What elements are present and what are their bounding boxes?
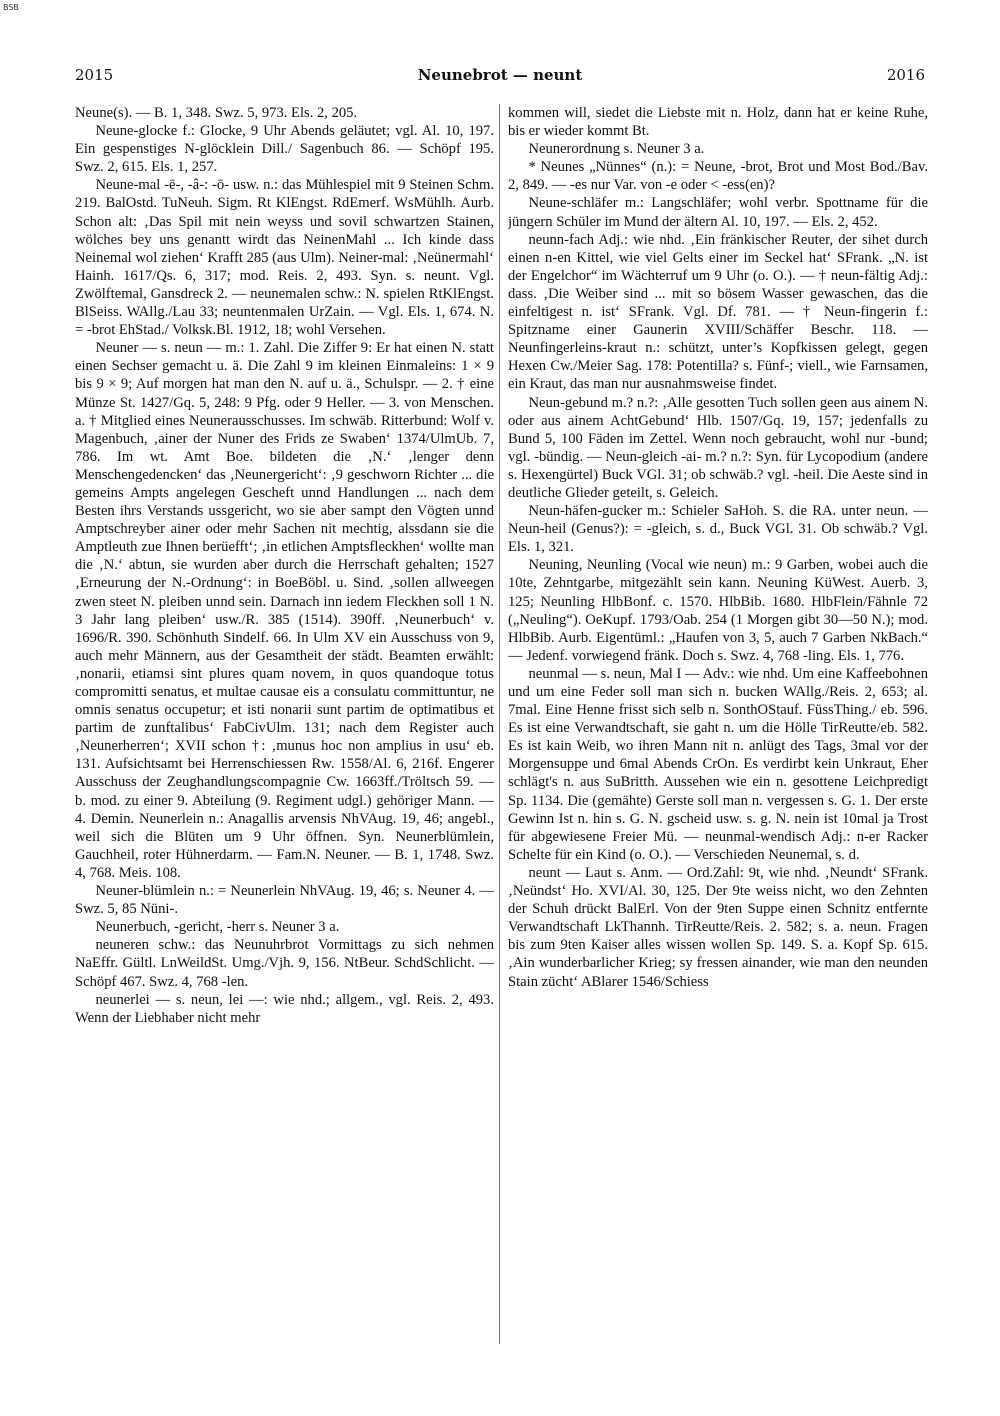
page-header — [75, 66, 925, 88]
entry-neune-mal: Neune-mal -ē-, -â-: -ō- usw. n.: das Mühlespiel mit 9 Steinen Schm. 219. BalOstd. TuNeuh. Sigm. Rt KlEngst. RdEmerf. WsMühlh. Aurb. Schon alt: ‚Das Spil mit nein weyss und sovil schwartzen Stainen, wölches bey uns genantt wirdt das NeinenMahl ... Ich kinde dass Neinemal wol ziehen‘ Krafft 285 (aus Ulm). Neiner-mal: ‚Neünermahl‘ Hainh. 1617/Qs. 6, 317; mod. Reis. 2, 493. Syn. s. neunt. Vgl. Zwölftemal, Gansdreck 2. — neunemalen schw.: N. spielen RtKlEngst. BlSeiss. WAllg./Lau 33; neuntenmalen UrZain. — Vgl. Els. 1, 674. N. = -brot EhStad./ Volksk.Bl. 1912, 18; wohl Versehen. — [75, 177, 494, 339]
entry-neunerbuch: Neunerbuch, -gericht, -herr s. Neuner 3 a. — [95, 919, 340, 936]
entry-neunerlei: neunerlei — s. neun, lei —: wie nhd.; allgem., vgl. Reis. 2, 493. Wenn der Liebhaber nicht mehr — [75, 991, 494, 1026]
running-title: Neunebrot — neunt — [417, 66, 583, 84]
page-number-left: 2015 — [75, 66, 114, 84]
right-column — [508, 104, 928, 1344]
entry-neune-glocke: Neune-glocke f.: Glocke, 9 Uhr Abends geläutet; vgl. Al. 10, 197. Ein gespenstiges N-glöcklein Dill./ Sagenbuch 86. — Schöpf 195. Swz. 2, 615. Els. 1, 257. — [75, 123, 494, 176]
entry-neunfach: neunn-fach Adj.: wie nhd. ‚Ein fränkischer Reuter, der sihet durch einen n-en Kittel, wie viel Gelts einer im Seckel hat‘ SFrank. „N. ist der Engelchor“ im Wächterruf um 9 Uhr (o. O.). — † neun-fältig Adj.: dass. ‚Die Weiber sind ... mit so bösem Wasser gewaschen, das die einfeltigest n. ist‘ SFrank. Vgl. Df. 781. — † Neun-fingerin f.: Spitzname einer Gaunerin XVIII/Schäffer Beschr. 118. — Neunfingerleins-kraut n.: schützt, unter’s Kopfkissen gelegt, gegen Hexen Cw./Meier Sag. 178: Potentilla? s. Fünf-; viell., wie Farnsamen, ein Kraut, das man nur ausnahmsweise findet. — [508, 231, 928, 393]
entry-neuning: Neuning, Neunling (Vocal wie neun) m.: 9 Garben, wobei auch die 10te, Zehntgarbe, mitgezählt sein kann. Neuning KüWest. Auerb. 3, 125; Neunling HlbBonf. c. 1570. HlbBib. 1680. HlbFlein/Fähnle 72 („Neuling“). OeKupf. 1793/Oab. 254 (1 Morgen gibt 30—50 N.); mod. HlbBib. Aurb. Eigentüml.: „Haufen von 3, 5, auch 7 Garben NkBach.“ — Jedenf. vorwiegend fränk. Doch s. Swz. 4, 768 -ling. Els. 1, 776. — [508, 557, 928, 664]
entry-neunes-nuennes: * Neunes „Nünnes“ (n.): = Neune, -brot, Brot und Most Bod./Bav. 2, 849. — -es nur Var. von -e oder < -ess(en)? — [508, 159, 928, 194]
column-divider — [499, 104, 500, 1344]
entry-neuner: Neuner — s. neun — m.: 1. Zahl. Die Ziffer 9: Er hat einen N. statt einen Sechser gemacht u. ä. Die Zahl 9 im kleinen Einmaleins: 1 × 9 bis 9 × 9; Auf morgen hat man den N. auf u. ä., Schulspr. — 2. † eine Münze St. 1427/Gq. 5, 248: 9 Pfg. oder 9 Heller. — 3. von Menschen. a. † Mitglied eines Neunerausschusses. Im schwäb. Ritterbund: Wolf v. Magenbuch, ‚ainer der Nuner des Frids ze Swaben‘ 1374/UlmUb. 7, 786. Im wt. Amt Boe. bildeten die ‚N.‘ ‚lenger denn Menschengedencken‘ das ‚Neunergericht‘: ‚9 geschworn Richter ... die gemeins Ampts angelegen Gescheft unnd Handlungen ... nach dem Besten ihrs Verstands ussgericht, wo sie aber sampt den Vögten unnd Amptschreyber ainer oder mehr Sachen nit mechtig, alssdann sie die Amptleuth zue Ihnen berüefft‘; ‚in etlichen Amptsfleckhen‘ wollte man die ‚N.‘ abtun, sie wurden aber durch die Herrschaft gehalten; 1527 ‚Erneurung der N.-Ordnung‘: in BoeBöbl. u. Sind. ‚sollen allweegen zwen steet N. pleiben unnd sein. Darnach inn iedem Fleckhen soll 1 N. 3 Jahr lang pleiben‘ usw./R. 385 (1514). 390ff. ‚Neunerbuch‘ v. 1696/R. 390. Schönhuth Sindelf. 66. In Ulm XV ein Ausschuss von 9, auch mehr Männern, aus der Gesamtheit der städt. Beamten erwählt: ‚nonarii, etiamsi sint plures quam novem, in quos quandoque totus compromitti senatus, et multae causae eis a consulatu committuntur, ne omnis senatus occupetur; et isti nonarii sunt partim de optimatibus et partim de zunftalibus‘ FabCivUlm. 131; nach dem Register auch ‚Neunerherren‘; XVII schon †: ‚munus hoc non amplius in usu‘ eb. 131. Aufsichtsamt bei Herrenschiessen Rw. 1558/Al. 6, 216f. Engerer Ausschuss der Zeughandlungscompagnie Cw. 1663ff./Tröltsch 59. — b. mod. zu einer 9. Abteilung (9. Regiment udgl.) gehöriger Mann. — 4. Demin. Neunerlein n.: Anagallis arvensis NhVAug. 19, 46; angebl., weil sich die Blüten um 9 Uhr öffnen. Syn. Neunerblümlein, Gauchheil, roter Hühnerdarm. — Fam.N. Neuner. — B. 1, 1748. Swz. 4, 768. Meis. 108. — [75, 340, 494, 881]
entry-neun-gebund: Neun-gebund m.? n.?: ‚Alle gesotten Tuch sollen geen aus ainem N. oder aus ainem AchtGebund‘ Hlb. 1507/Gq. 19, 157; jedenfalls zu Bund 5, 100 Fäden im Zettel. Wenn noch gebraucht, wohl nur -bund; vgl. -bündig. — Neun-gleich -ai- m.? n.?: Syn. für Lycopodium (andere s. Hexengürtel) Buck VGl. 31; ob schwäb.? vgl. -heil. Die Aeste sind in deutliche Glieder geteilt, s. Geleich. — [508, 394, 928, 501]
left-column — [75, 104, 494, 1344]
entry-neunmal: neunmal — s. neun, Mal I — Adv.: wie nhd. Um eine Kaffeebohnen und um eine Feder soll man sich n. bucken WAllg./Reis. 2, 653; al. 7mal. Eine Henne frisst sich selb n. SonthOStauf. FüssThing./ eb. 596. Es ist eine Verwandtschaft, sie gaht n. um die Hölle TirReutte/eb. 582. Es ist kain Weib, wo ihren Mann nit n. anlügt des Tags, 3mal vor der Morgensuppe und 6mal Abends CrOn. Es verdirbt kein Unkraut, Eher schlägt's n. aus SuBritth. Aussehen wie ein n. gesottene Leichpredigt Sp. 1134. Die (gemähte) Gerste soll man n. vergessen s. G. 1. Der erste Gewinn Ist n. hin s. G. N. gscheid usw. s. g. N. nein ist 10mal ja Trost für abgewiesene Freier Mü. — neunmal-wendisch Adj.: n-er Racker Schelte für ein Kind (o. O.). — Verschieden Neunemal, s. d. — [508, 665, 928, 863]
library-mark: BSB — [3, 3, 19, 12]
entry-neuneren: neuneren schw.: das Neunuhrbrot Vormittags zu sich nehmen NaEffr. Gültl. LnWeildSt. Umg./Vjh. 9, 156. NtBeur. SchdSchlicht. — Schöpf 467. Swz. 4, 768 -len. — [75, 937, 494, 990]
entry-neunerordnung: Neunerordnung s. Neuner 3 a. — [528, 141, 705, 158]
entry-neuner-bluemlein: Neuner-blümlein n.: = Neunerlein NhVAug. 19, 46; s. Neuner 4. — Swz. 5, 85 Nüni-. — [75, 883, 494, 918]
entry-neunt: neunt — Laut s. Anm. — Ord.Zahl: 9t, wie nhd. ‚Neundt‘ SFrank. ‚Neündst‘ Ho. XVI/Al. 30, 125. Der 9te weiss nicht, wo den Zehnten der Schuh drückt BalErl. Von der 9ten Suppe einen Schnitz entfernte Verwandtschaft LkThannh. TirReutte/Reis. 2. 582; s. a. neun. Fragen bis zum 9ten Kaiser alles wissen wollen Sp. 149. S. a. Kopf Sp. 615. ‚Ain wunderbarlicher Krieg; sy fressen ainander, wie man den neunden Stain zücht‘ ABlarer 1546/Schiess — [508, 864, 928, 990]
entry-neune-schlaefer: Neune-schläfer m.: Langschläfer; wohl verbr. Spottname für die jüngern Schüler im Mund der ältern Al. 10, 197. — Els. 2, 452. — [508, 195, 928, 230]
entry-neunes: Neune(s). — B. 1, 348. Swz. 5, 973. Els. 2, 205. — [75, 105, 358, 121]
entry-neun-haefen-gucker: Neun-häfen-gucker m.: Schieler SaHoh. S. die RA. unter neun. — Neun-heil (Genus?): = -gleich, s. d., Buck VGl. 31. Ob schwäb.? Vgl. Els. 1, 321. — [508, 503, 928, 556]
page-number-right: 2016 — [886, 66, 925, 84]
entry-neunerlei-cont: kommen will, siedet die Liebste mit n. Holz, dann hat er keine Ruhe, bis er wieder kommt Bt. — [508, 105, 928, 140]
